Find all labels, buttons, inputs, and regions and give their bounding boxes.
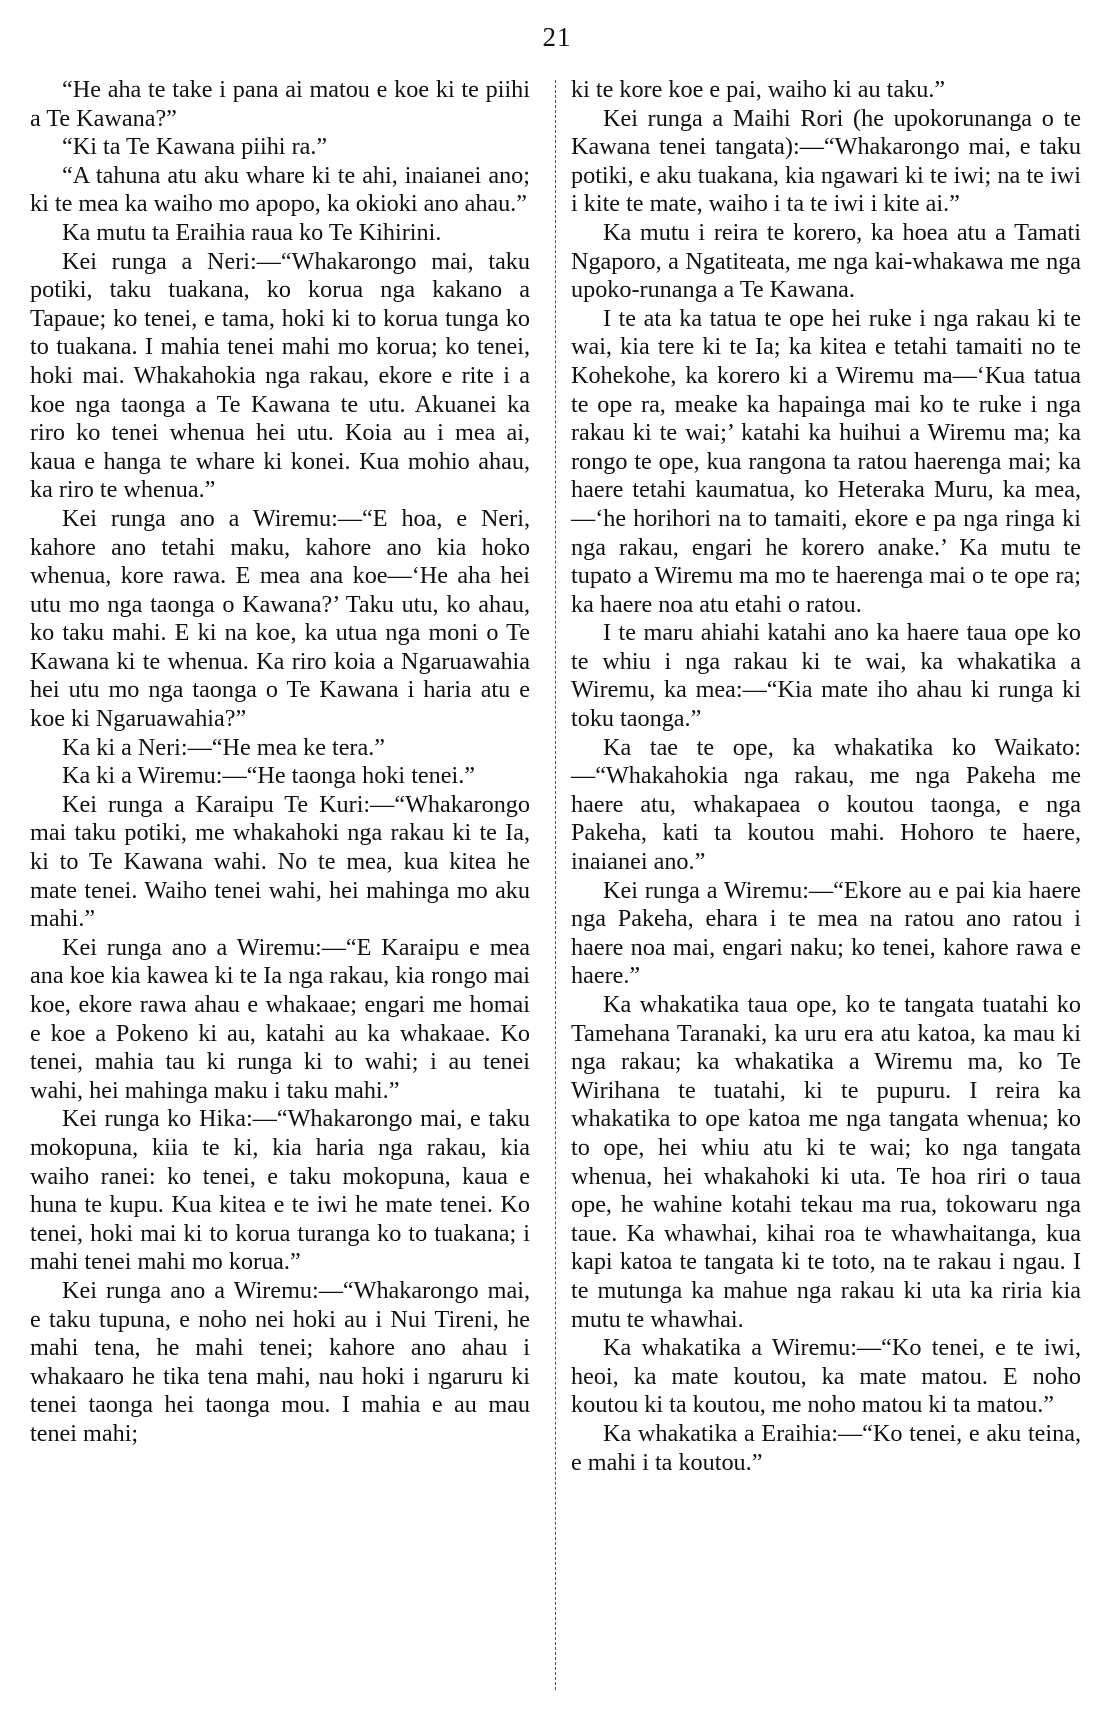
paragraph: Ka whakatika a Eraihia:—“Ko tenei, e aku teina, e mahi i ta koutou.” [571, 1419, 1081, 1476]
left-column [30, 76, 530, 1449]
paragraph: Ka whakatika a Wiremu:—“Ko tenei, e te iwi, heoi, ka mate koutou, ka mate matou. E noho koutou ki ta koutou, me noho matou ki ta matou.” [571, 1334, 1081, 1419]
paragraph: I te maru ahiahi katahi ano ka haere taua ope ko te whiu i nga rakau ki te wai, ka whakatika a Wiremu, ka mea:—“Kia mate iho ahau ki runga ki toku taonga.” [571, 619, 1081, 733]
paragraph: Ka ki a Neri:—“He mea ke tera.” [62, 733, 385, 761]
right-column [571, 76, 1081, 1477]
page-number: 21 [542, 22, 572, 52]
column-divider [555, 80, 556, 1690]
paragraph: “Ki ta Te Kawana piihi ra.” [62, 133, 328, 161]
paragraph: Kei runga ano a Wiremu:—“E hoa, e Neri, kahore ano tetahi maku, kahore ano kia hoko whenua, kore rawa. E mea ana koe—‘He aha hei utu mo nga taonga o Kawana?’ Taku utu, ko ahau, ko taku mahi. E ki na koe, ka utua nga moni o Te Kawana ki te whenua. Ka riro koia a Ngaruawahia hei utu mo nga taonga o Te Kawana i haria atu e koe ki Ngaruawahia?” [30, 504, 530, 733]
paragraph: Ka mutu ta Eraihia raua ko Te Kihirini. [62, 218, 442, 246]
paragraph: I te ata ka tatua te ope hei ruke i nga rakau ki te wai, kia tere ki te Ia; ka kitea e tetahi tamaiti no te Kohekohe, ka korero ki a Wiremu ma—‘Kua tatua te ope ra, meake ka hapainga mai ko te ruke i nga rakau ki te wai;’ katahi ka huihui a Wiremu ma; ka rongo te ope, kua rangona ta ratou haerenga mai; ka haere tetahi kaumatua, ko Heteraka Muru, ka mea,—‘he horihori na to tamaiti, ekore e pa nga ringa ki nga rakau, engari he korero anake.’ Ka mutu te tupato a Wiremu ma mo te haerenga mai o te ope ra; ka haere noa atu etahi o ratou. [571, 304, 1081, 618]
paragraph: Kei runga ano a Wiremu:—“E Karaipu e mea ana koe kia kawea ki te Ia nga rakau, kia rongo mai koe, ekore rawa ahau e whakaae; engari me homai e koe a Pokeno ki au, katahi au ka whakaae. Ko tenei, mahia tau ki runga ki to wahi; i au tenei wahi, hei mahinga maku i taku mahi.” [30, 933, 530, 1104]
paragraph: “A tahuna atu aku whare ki te ahi, inaianei ano; ki te mea ka waiho mo apopo, ka okioki ano ahau.” [30, 161, 530, 218]
paragraph: Kei runga a Karaipu Te Kuri:—“Whakarongo mai taku potiki, me whakahoki nga rakau ki te Ia, ki to Te Kawana wahi. No te mea, kua kitea he mate tenei. Waiho tenei wahi, hei mahinga mo aku mahi.” [30, 790, 530, 933]
paragraph: “He aha te take i pana ai matou e koe ki te piihi a Te Kawana?” [30, 76, 530, 132]
paragraph: Kei runga a Neri:—“Whakarongo mai, taku potiki, taku tuakana, ko korua nga kakano a Tapaue; ko tenei, e tama, hoki ki to korua tunga ko to tuakana. I mahia tenei mahi mo korua; ko tenei, hoki mai. Whakahokia nga rakau, ekore e rite i a koe nga taonga a Te Kawana te utu. Akuanei ka riro ko tenei whenua hei utu. Koia au i mea ai, kaua e hanga te whare ki konei. Kua mohio ahau, ka riro te whenua.” [30, 247, 530, 504]
paragraph: Ka tae te ope, ka whakatika ko Waikato:—“Whakahokia nga rakau, me nga Pakeha me haere atu, whakapaea o koutou taonga, e nga Pakeha, kati ta koutou mahi. Hohoro te haere, inaianei ano.” [571, 733, 1081, 876]
paragraph: Ka whakatika taua ope, ko te tangata tuatahi ko Tamehana Taranaki, ka uru era atu katoa, ka mau ki nga rakau; ka whakatika a Wiremu ma, ko Te Wirihana te tuatahi, ki te pupuru. I reira ka whakatika to ope katoa me nga tangata whenua; ko to ope, hei whiu atu ki te wai; ko nga tangata whenua, hei whakahoki ki uta. Te hoa riri o taua ope, he wahine kotahi tekau ma rua, tokowaru nga taue. Ka whawhai, kihai roa te whawhaitanga, kua kapi katoa te tangata ki te toto, na te rakau i ngau. I te mutunga ka mahue nga rakau ki uta ka riria kia mutu te whawhai. [571, 991, 1081, 1333]
paragraph: Kei runga ko Hika:—“Whakarongo mai, e taku mokopuna, kiia te ki, kia haria nga rakau, kia waiho ranei: ko tenei, e taku mokopuna, kaua e huna te kupu. Kua kitea e te iwi he mate tenei. Ko tenei, hoki mai ki to korua turanga ko to tuakana; i mahi tenei mahi mo korua.” [30, 1105, 530, 1276]
paragraph: Ka ki a Wiremu:—“He taonga hoki tenei.” [62, 762, 475, 790]
paragraph: Kei runga a Maihi Rori (he upokorunanga o te Kawana tenei tangata):—“Whakarongo mai, e taku potiki, e aku tuakana, kia ngawari ki te iwi; na te iwi i kite te mate, waiho i ta te iwi i kite ai.” [571, 104, 1081, 218]
paragraph: Kei runga a Wiremu:—“Ekore au e pai kia haere nga Pakeha, ehara i te mea na ratou ano ratou i haere noa mai, engari naku; ko tenei, kahore rawa e haere.” [571, 876, 1081, 990]
paragraph: Kei runga ano a Wiremu:—“Whakarongo mai, e taku tupuna, e noho nei hoki au i Nui Tireni, he mahi tena, he mahi tenei; kahore ano ahau i whakaaro he tika tena mahi, nau hoki i ngaruru ki tenei taonga hei taonga mou. I mahia e au mau tenei mahi; [30, 1276, 530, 1447]
paragraph-continued: ki te kore koe e pai, waiho ki au taku.” [571, 76, 946, 103]
paragraph: Ka mutu i reira te korero, ka hoea atu a Tamati Ngaporo, a Ngatiteata, me nga kai-whakawa me nga upoko-runanga a Te Kawana. [571, 218, 1081, 304]
